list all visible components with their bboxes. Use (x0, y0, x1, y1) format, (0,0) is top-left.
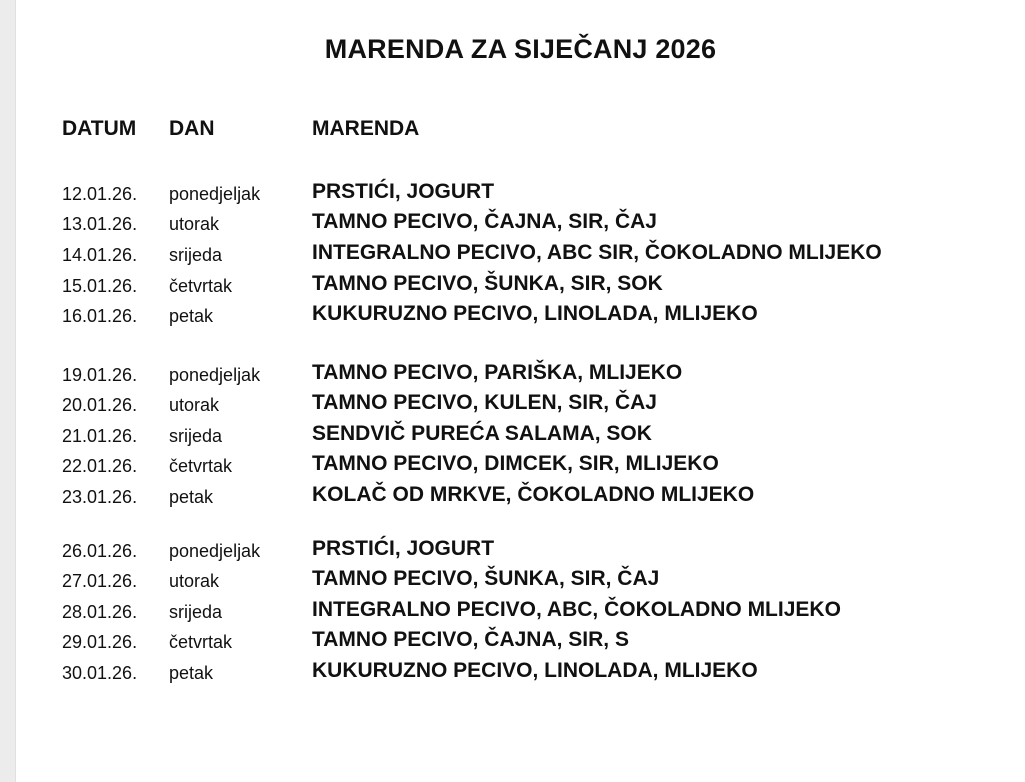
row-date: 28.01.26. (62, 602, 138, 622)
table-row (0, 359, 1025, 389)
table-row (0, 450, 1025, 480)
row-date: 20.01.26. (62, 395, 138, 415)
row-meal: KUKURUZNO PECIVO, LINOLADA, MLIJEKO (312, 659, 758, 682)
row-meal: KUKURUZNO PECIVO, LINOLADA, MLIJEKO (312, 302, 758, 325)
row-day: ponedjeljak (169, 541, 261, 561)
table-row (0, 535, 1025, 565)
table-row (0, 208, 1025, 238)
row-date: 29.01.26. (62, 632, 138, 652)
table-row (0, 626, 1025, 656)
row-day: srijeda (169, 426, 223, 446)
row-date: 21.01.26. (62, 426, 138, 446)
row-date: 19.01.26. (62, 365, 138, 385)
table-row (0, 481, 1025, 511)
table-row (0, 420, 1025, 450)
table-row (0, 239, 1025, 269)
row-day: četvrtak (169, 632, 233, 652)
row-meal: PRSTIĆI, JOGURT (312, 180, 495, 203)
row-meal: INTEGRALNO PECIVO, ABC SIR, ČOKOLADNO MLIJEKO (312, 241, 882, 264)
row-day: srijeda (169, 245, 223, 265)
row-day: petak (169, 487, 214, 507)
column-header-date: DATUM (62, 117, 137, 140)
row-meal: PRSTIĆI, JOGURT (312, 537, 495, 560)
row-date: 22.01.26. (62, 456, 138, 476)
row-day: četvrtak (169, 456, 233, 476)
row-meal: TAMNO PECIVO, ŠUNKA, SIR, SOK (312, 272, 663, 295)
row-date: 13.01.26. (62, 214, 138, 234)
column-header-day: DAN (169, 117, 215, 140)
row-day: petak (169, 306, 214, 326)
table-row (0, 657, 1025, 687)
table-row (0, 300, 1025, 330)
row-meal: TAMNO PECIVO, ŠUNKA, SIR, ČAJ (312, 567, 660, 590)
table-row (0, 178, 1025, 208)
row-meal: KOLAČ OD MRKVE, ČOKOLADNO MLIJEKO (312, 483, 755, 506)
row-date: 30.01.26. (62, 663, 138, 683)
row-date: 23.01.26. (62, 487, 138, 507)
row-date: 12.01.26. (62, 184, 138, 204)
row-meal: TAMNO PECIVO, PARIŠKA, MLIJEKO (312, 361, 683, 384)
row-day: srijeda (169, 602, 223, 622)
document-title: MARENDA ZA SIJEČANJ 2026 (324, 34, 717, 64)
row-day: petak (169, 663, 214, 683)
table-row (0, 596, 1025, 626)
row-date: 26.01.26. (62, 541, 138, 561)
row-meal: TAMNO PECIVO, KULEN, SIR, ČAJ (312, 391, 657, 414)
row-day: ponedjeljak (169, 184, 261, 204)
row-meal: TAMNO PECIVO, ČAJNA, SIR, S (312, 628, 629, 651)
row-meal: TAMNO PECIVO, DIMCEK, SIR, MLIJEKO (312, 452, 719, 475)
table-row (0, 389, 1025, 419)
row-meal: INTEGRALNO PECIVO, ABC, ČOKOLADNO MLIJEKO (312, 598, 841, 621)
row-day: ponedjeljak (169, 365, 261, 385)
row-day: utorak (169, 571, 220, 591)
table-row (0, 270, 1025, 300)
row-date: 15.01.26. (62, 276, 138, 296)
column-header-meal: MARENDA (312, 117, 420, 140)
row-date: 16.01.26. (62, 306, 138, 326)
row-day: četvrtak (169, 276, 233, 296)
row-day: utorak (169, 395, 220, 415)
row-meal: SENDVIČ PUREĆA SALAMA, SOK (312, 422, 652, 445)
table-row (0, 565, 1025, 595)
row-date: 27.01.26. (62, 571, 138, 591)
row-meal: TAMNO PECIVO, ČAJNA, SIR, ČAJ (312, 210, 657, 233)
row-date: 14.01.26. (62, 245, 138, 265)
row-day: utorak (169, 214, 220, 234)
